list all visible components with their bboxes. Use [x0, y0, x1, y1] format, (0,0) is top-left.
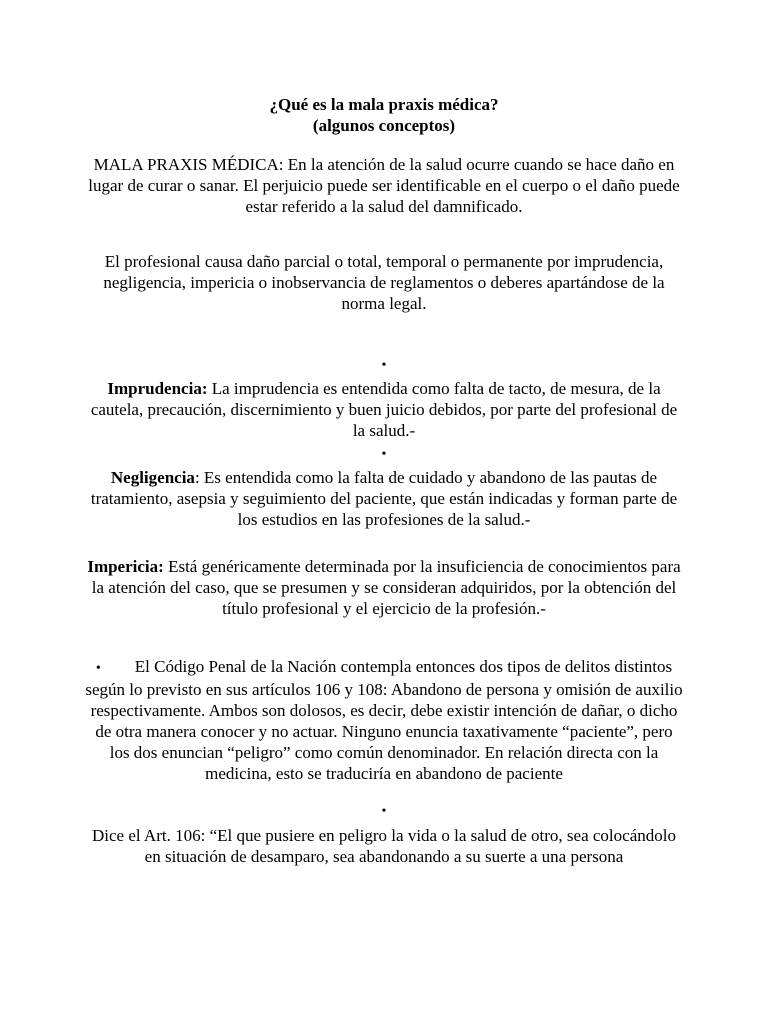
- paragraph-codigo-penal: [84, 656, 684, 784]
- text-impericia: Está genéricamente determinada por la insuficiencia de conocimientos para la atención del caso, que se presumen y se consideran adquiridos, por la obtención del título profesional y el ejercicio de la profesión.-: [91, 557, 681, 618]
- title-line-2: (algunos conceptos): [312, 116, 456, 135]
- text-negligencia: : Es entendida como la falta de cuidado y abandono de las pautas de tratamiento, asepsia y seguimiento del paciente, que están indicadas y forman parte de los estudios en las profesiones de la salud.-: [90, 468, 678, 529]
- paragraph-impericia: [84, 556, 684, 619]
- term-negligencia: Negligencia: [110, 468, 195, 487]
- title-line-1: ¿Qué es la mala praxis médica?: [269, 95, 499, 114]
- text-codigo-penal: El Código Penal de la Nación contempla entonces dos tipos de delitos distintos según lo previsto en sus artículos 106 y 108: Abandono de persona y omisión de auxilio respectivamente. Ambos son dolosos, es decir, debe existir intención de dañar, o dicho de otra manera conocer y no actuar. Ninguno enuncia taxativamente “paciente”, pero los dos enuncian “peligro” como común denominador. En relación directa con la medicina, esto se traduciría en abandono de paciente: [85, 657, 683, 783]
- paragraph-negligencia: [84, 467, 684, 530]
- paragraph-professional: El profesional causa daño parcial o total, temporal o permanente por imprudencia, negligencia, impericia o inobservancia de reglamentos o deberes apartándose de la norma legal.: [103, 252, 665, 313]
- bullet-marker: •: [381, 804, 387, 819]
- term-imprudencia: Imprudencia:: [107, 379, 208, 398]
- paragraph-imprudencia: [84, 378, 684, 441]
- bullet-marker: •: [381, 358, 387, 373]
- bullet-marker: •: [381, 447, 387, 462]
- bullet-marker: •: [95, 661, 101, 676]
- paragraph-art-106: Dice el Art. 106: “El que pusiere en peligro la vida o la salud de otro, sea colocándolo en situación de desamparo, sea abandonando a su suerte a una persona: [92, 826, 676, 866]
- paragraph-definition: MALA PRAXIS MÉDICA: En la atención de la salud ocurre cuando se hace daño en lugar de curar o sanar. El perjuicio puede ser identificable en el cuerpo o el daño puede estar referido a la salud del damnificado.: [88, 155, 680, 216]
- text-imprudencia: La imprudencia es entendida como falta de tacto, de mesura, de la cautela, precaución, discernimiento y buen juicio debidos, por parte del profesional de la salud.-: [90, 379, 678, 440]
- page-title: [84, 94, 684, 136]
- term-impericia: Impericia:: [87, 557, 164, 576]
